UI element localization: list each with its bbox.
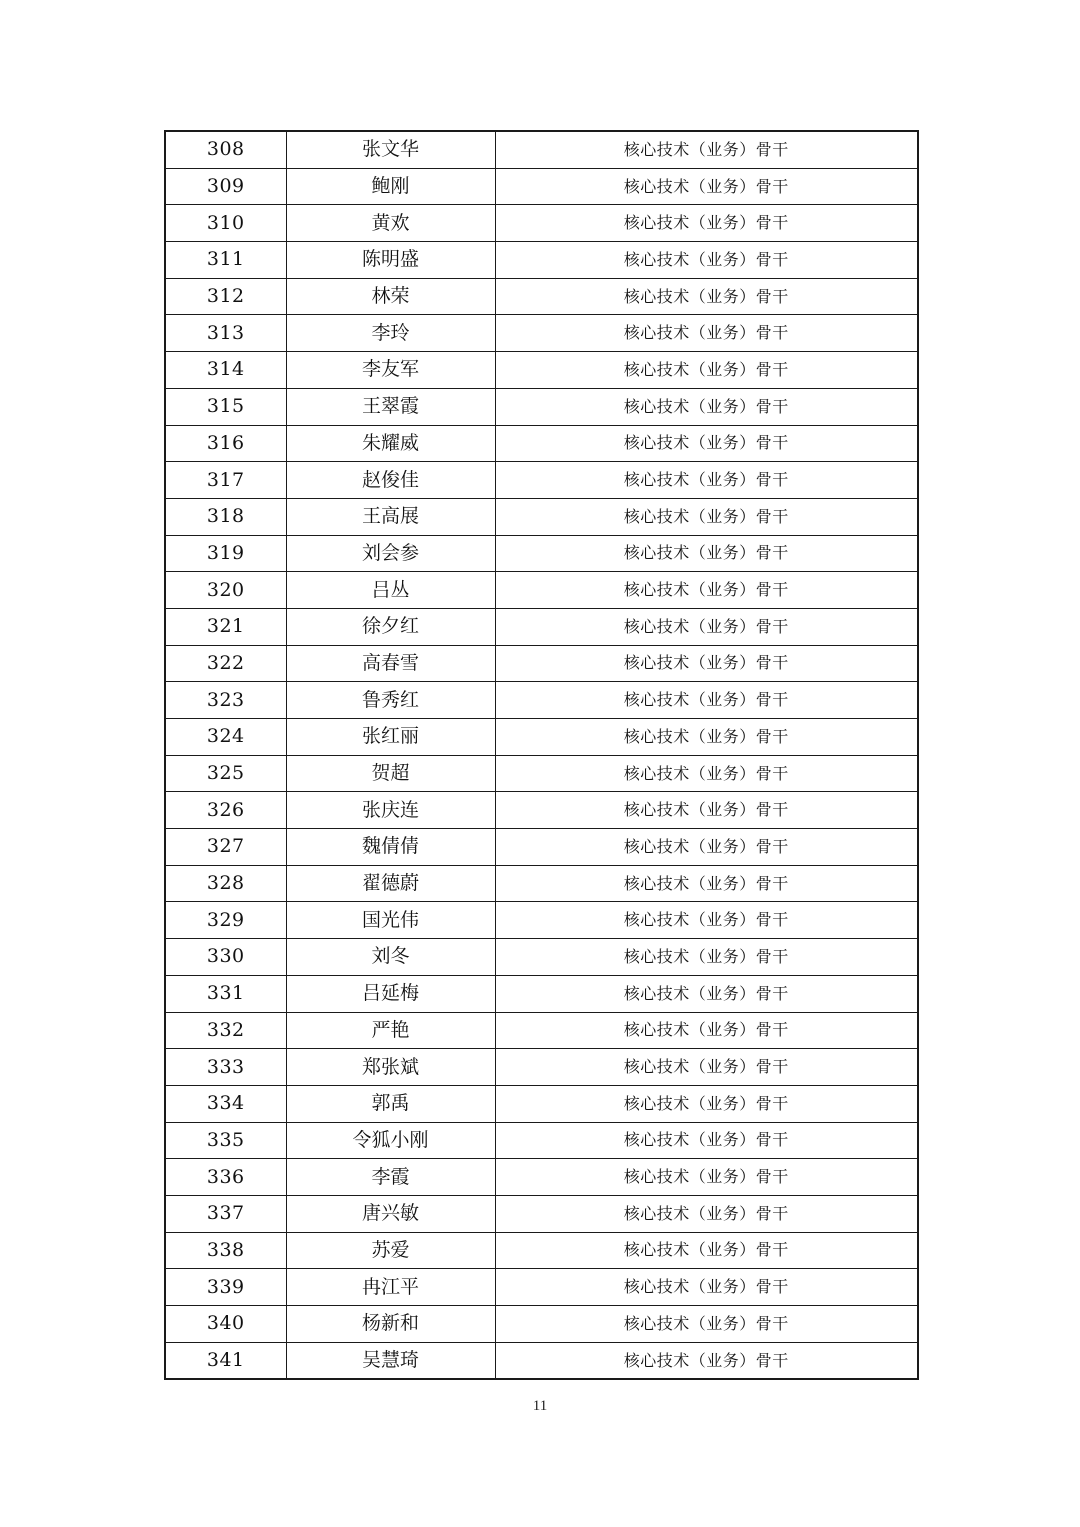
table-row: [165, 1159, 918, 1196]
row-number-cell: 336: [165, 1159, 286, 1196]
table-row: [165, 792, 918, 829]
person-name-cell: 张红丽: [286, 719, 495, 756]
person-name-cell: 朱耀威: [286, 425, 495, 462]
person-name-cell: 黄欢: [286, 205, 495, 242]
row-number-cell: 322: [165, 645, 286, 682]
category-cell: 核心技术（业务）骨干: [495, 352, 918, 389]
category-cell: 核心技术（业务）骨干: [495, 462, 918, 499]
row-number-cell: 321: [165, 608, 286, 645]
row-number-cell: 311: [165, 242, 286, 279]
category-cell: 核心技术（业务）骨干: [495, 315, 918, 352]
category-cell: 核心技术（业务）骨干: [495, 1049, 918, 1086]
table-row: [165, 939, 918, 976]
row-number-cell: 313: [165, 315, 286, 352]
person-name-cell: 李友军: [286, 352, 495, 389]
category-cell: 核心技术（业务）骨干: [495, 1306, 918, 1343]
table-row: [165, 131, 918, 168]
table-row: [165, 498, 918, 535]
category-cell: 核心技术（业务）骨干: [495, 425, 918, 462]
row-number-cell: 309: [165, 168, 286, 205]
table-row: [165, 205, 918, 242]
person-name-cell: 高春雪: [286, 645, 495, 682]
table-row: [165, 352, 918, 389]
category-cell: 核心技术（业务）骨干: [495, 572, 918, 609]
person-name-cell: 郭禹: [286, 1085, 495, 1122]
table-row: [165, 682, 918, 719]
person-name-cell: 赵俊佳: [286, 462, 495, 499]
category-cell: 核心技术（业务）骨干: [495, 242, 918, 279]
row-number-cell: 326: [165, 792, 286, 829]
category-cell: 核心技术（业务）骨干: [495, 902, 918, 939]
roster-table-body: [165, 131, 918, 1379]
person-name-cell: 鲍刚: [286, 168, 495, 205]
row-number-cell: 317: [165, 462, 286, 499]
category-cell: 核心技术（业务）骨干: [495, 755, 918, 792]
person-name-cell: 郑张斌: [286, 1049, 495, 1086]
row-number-cell: 331: [165, 975, 286, 1012]
person-name-cell: 陈明盛: [286, 242, 495, 279]
person-name-cell: 王翠霞: [286, 388, 495, 425]
row-number-cell: 308: [165, 131, 286, 168]
category-cell: 核心技术（业务）骨干: [495, 1122, 918, 1159]
person-name-cell: 王高展: [286, 498, 495, 535]
row-number-cell: 328: [165, 865, 286, 902]
row-number-cell: 335: [165, 1122, 286, 1159]
person-name-cell: 刘会参: [286, 535, 495, 572]
category-cell: 核心技术（业务）骨干: [495, 1159, 918, 1196]
category-cell: 核心技术（业务）骨干: [495, 1085, 918, 1122]
row-number-cell: 319: [165, 535, 286, 572]
row-number-cell: 314: [165, 352, 286, 389]
row-number-cell: 330: [165, 939, 286, 976]
category-cell: 核心技术（业务）骨干: [495, 645, 918, 682]
table-row: [165, 1306, 918, 1343]
row-number-cell: 312: [165, 278, 286, 315]
row-number-cell: 327: [165, 829, 286, 866]
row-number-cell: 339: [165, 1269, 286, 1306]
row-number-cell: 320: [165, 572, 286, 609]
person-name-cell: 苏爱: [286, 1232, 495, 1269]
table-row: [165, 1122, 918, 1159]
category-cell: 核心技术（业务）骨干: [495, 1232, 918, 1269]
person-name-cell: 国光伟: [286, 902, 495, 939]
category-cell: 核心技术（业务）骨干: [495, 975, 918, 1012]
table-row: [165, 975, 918, 1012]
row-number-cell: 340: [165, 1306, 286, 1343]
person-name-cell: 贺超: [286, 755, 495, 792]
table-row: [165, 865, 918, 902]
category-cell: 核心技术（业务）骨干: [495, 939, 918, 976]
table-row: [165, 1049, 918, 1086]
person-name-cell: 李玲: [286, 315, 495, 352]
category-cell: 核心技术（业务）骨干: [495, 278, 918, 315]
row-number-cell: 324: [165, 719, 286, 756]
row-number-cell: 316: [165, 425, 286, 462]
person-name-cell: 林荣: [286, 278, 495, 315]
table-row: [165, 1232, 918, 1269]
row-number-cell: 337: [165, 1195, 286, 1232]
table-row: [165, 168, 918, 205]
person-name-cell: 杨新和: [286, 1306, 495, 1343]
category-cell: 核心技术（业务）骨干: [495, 829, 918, 866]
table-row: [165, 902, 918, 939]
row-number-cell: 329: [165, 902, 286, 939]
table-row: [165, 1195, 918, 1232]
table-row: [165, 719, 918, 756]
row-number-cell: 325: [165, 755, 286, 792]
table-row: [165, 1012, 918, 1049]
category-cell: 核心技术（业务）骨干: [495, 719, 918, 756]
table-row: [165, 425, 918, 462]
table-row: [165, 388, 918, 425]
category-cell: 核心技术（业务）骨干: [495, 131, 918, 168]
table-row: [165, 755, 918, 792]
table-row: [165, 242, 918, 279]
table-row: [165, 645, 918, 682]
person-name-cell: 魏倩倩: [286, 829, 495, 866]
category-cell: 核心技术（业务）骨干: [495, 682, 918, 719]
person-name-cell: 吕丛: [286, 572, 495, 609]
table-row: [165, 1342, 918, 1379]
person-name-cell: 李霞: [286, 1159, 495, 1196]
table-row: [165, 535, 918, 572]
table-row: [165, 829, 918, 866]
table-row: [165, 1085, 918, 1122]
person-name-cell: 翟德蔚: [286, 865, 495, 902]
person-name-cell: 刘冬: [286, 939, 495, 976]
row-number-cell: 341: [165, 1342, 286, 1379]
row-number-cell: 334: [165, 1085, 286, 1122]
person-name-cell: 吴慧琦: [286, 1342, 495, 1379]
table-row: [165, 315, 918, 352]
table-row: [165, 1269, 918, 1306]
category-cell: 核心技术（业务）骨干: [495, 535, 918, 572]
category-cell: 核心技术（业务）骨干: [495, 608, 918, 645]
row-number-cell: 318: [165, 498, 286, 535]
row-number-cell: 338: [165, 1232, 286, 1269]
person-name-cell: 张庆连: [286, 792, 495, 829]
category-cell: 核心技术（业务）骨干: [495, 1342, 918, 1379]
row-number-cell: 333: [165, 1049, 286, 1086]
category-cell: 核心技术（业务）骨干: [495, 1195, 918, 1232]
person-name-cell: 张文华: [286, 131, 495, 168]
table-row: [165, 572, 918, 609]
category-cell: 核心技术（业务）骨干: [495, 1269, 918, 1306]
page-number: 11: [532, 1398, 548, 1414]
category-cell: 核心技术（业务）骨干: [495, 205, 918, 242]
row-number-cell: 310: [165, 205, 286, 242]
table-row: [165, 278, 918, 315]
table-row: [165, 462, 918, 499]
row-number-cell: 332: [165, 1012, 286, 1049]
category-cell: 核心技术（业务）骨干: [495, 1012, 918, 1049]
category-cell: 核心技术（业务）骨干: [495, 792, 918, 829]
category-cell: 核心技术（业务）骨干: [495, 388, 918, 425]
person-name-cell: 冉江平: [286, 1269, 495, 1306]
person-name-cell: 吕延梅: [286, 975, 495, 1012]
person-name-cell: 徐夕红: [286, 608, 495, 645]
person-name-cell: 令狐小刚: [286, 1122, 495, 1159]
roster-table: [164, 130, 919, 1380]
category-cell: 核心技术（业务）骨干: [495, 865, 918, 902]
table-row: [165, 608, 918, 645]
category-cell: 核心技术（业务）骨干: [495, 168, 918, 205]
category-cell: 核心技术（业务）骨干: [495, 498, 918, 535]
row-number-cell: 323: [165, 682, 286, 719]
person-name-cell: 鲁秀红: [286, 682, 495, 719]
person-name-cell: 严艳: [286, 1012, 495, 1049]
row-number-cell: 315: [165, 388, 286, 425]
person-name-cell: 唐兴敏: [286, 1195, 495, 1232]
